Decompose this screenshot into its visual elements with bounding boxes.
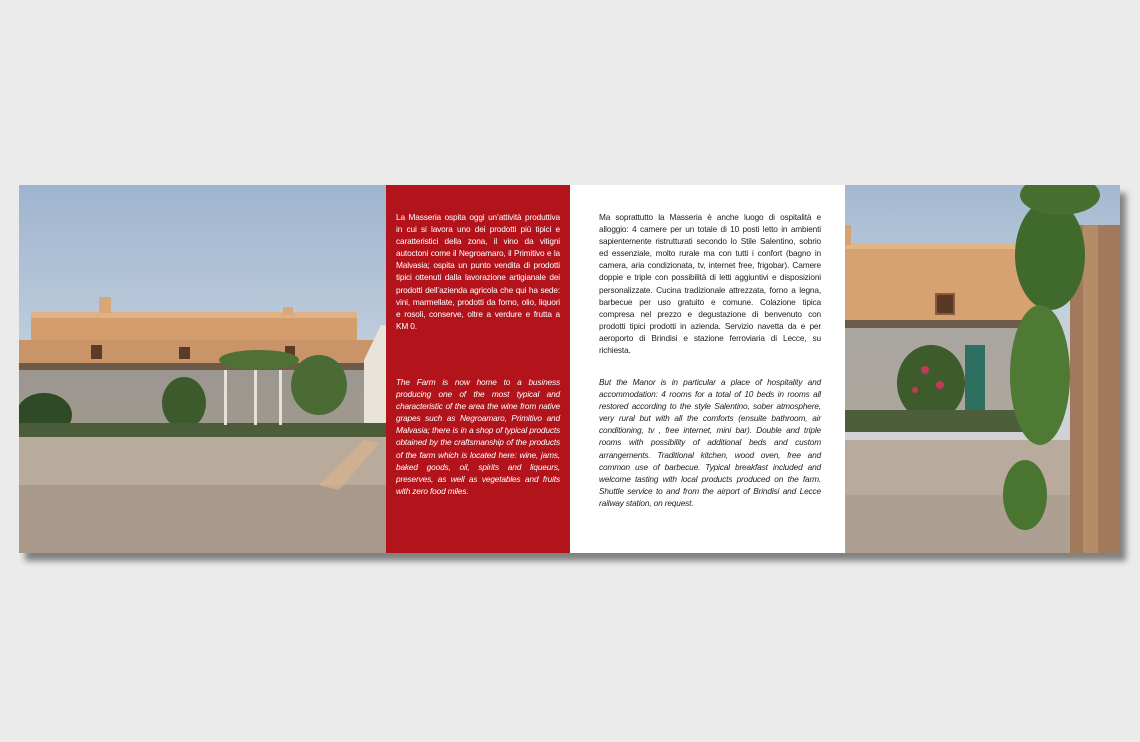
english-text-hospitality: But the Manor is in particular a place of hospitality and accommodation: 4 rooms for a total of 10 beds in rooms all restored according to the style Salentino, sober atmosphere, very rural but with all the comforts (ensuite bathroom, air conditioning, tv , free internet, mini bar). Double and triple rooms with possibility of additional beds and custom arrangements. Traditional kitchen, wood oven, free and common use of barbecue. Typical breakfast included and welcome tasting with local products produced on the farm. Shuttle service to and from the airport of Brindisi and Lecce railway station, on request. (599, 377, 821, 508)
italian-text-production: La Masseria ospita oggi un’attività produttiva in cui si lavora uno dei prodotti più tipici e caratteristici della zona, il vino da vitigni autoctoni come il Negroamaro, il Primitivo e la Malvasia; ospita un punto vendita di prodotti tipici ottenuti dalla lavorazione artigianale dei prodotti dell’azienda agricola che qui ha sede: vini, marmellate, prodotti da forno, olio, liquori e rosoli, conserve, oltre a verdure e frutta a KM 0. (396, 212, 560, 331)
white-text-panel (570, 185, 845, 553)
farmhouse-photo-left (19, 185, 386, 553)
italian-text-hospitality: Ma soprattutto la Masseria è anche luogo di ospitalità e alloggio: 4 camere per un totale di 10 posti letto in ambienti sapientemente ristrutturati secondo lo Stile Salentino, sobrio ed essenziale, molto rurale ma con tutti i confort (bagno in camera, aria condizionata, tv, internet free, frigobar). Camere doppie e triple con possibilità di letti aggiuntivi e disposizioni personalizzate. Cucina tradizionale attrezzata, forno a legna, barbecue per uso gratuito e comune. Colazione tipica compresa nel prezzo e degustazione di benvenuto con prodotti tipici prodotti in azienda. Servizio navetta da e per aeroporto di Brindisi e stazione ferroviaria di Lecce, su richiesta. (599, 212, 821, 356)
red-text-panel (386, 185, 570, 553)
farmhouse-photo-right (845, 185, 1120, 553)
english-text-production: The Farm is now home to a business producing one of the most typical and characteristic of the area the wine from native grapes such as Negroamaro, Primitivo and Malvasia; there is in a shop of typical products obtained by the craftsmanship of the products of the farm which is located here: wine, jams, baked goods, oil, spirits and liqueurs, preserves, as well as vegetables and fruits with zero food miles. (396, 377, 560, 496)
brochure-spread (19, 185, 1120, 553)
